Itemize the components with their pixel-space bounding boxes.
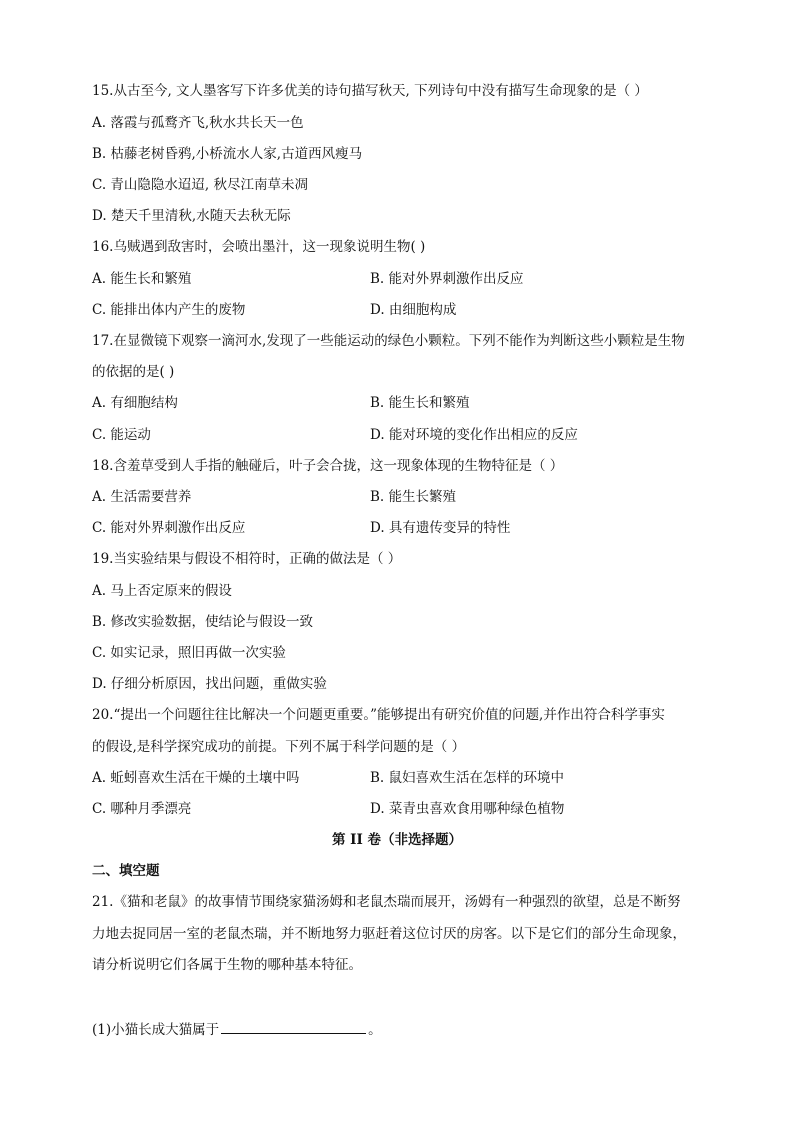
q21-stem-line1: 21.《猫和老鼠》的故事情节围绕家猫汤姆和老鼠杰瑞而展开，汤姆有一种强烈的欲望，总是不断努: [92, 894, 681, 910]
q20-option-d: D. 菜青虫喜欢食用哪种绿色植物: [370, 801, 565, 817]
q20-stem-line2: 的假设,是科学探究成功的前提。下列不属于科学问题的是（ ）: [92, 739, 466, 755]
q21-sub1-suffix: 。: [368, 1022, 382, 1038]
q19-option-c: C. 如实记录，照旧再做一次实验: [92, 645, 286, 661]
q17-option-d: D. 能对环境的变化作出相应的反应: [370, 427, 578, 443]
q17-option-b: B. 能生长和繁殖: [370, 395, 470, 411]
q15-stem: 15.从古至今, 文人墨客写下许多优美的诗句描写秋天, 下列诗句中没有描写生命现象的是（ ）: [92, 83, 648, 99]
q17-stem-line1: 17.在显微镜下观察一滴河水,发现了一些能运动的绿色小颗粒。下列不能作为判断这些小颗粒是生物: [92, 333, 685, 349]
q19-option-d: D. 仔细分析原因，找出问题，重做实验: [92, 676, 327, 692]
q16-stem: 16.乌贼遇到敌害时，会喷出墨汁，这一现象说明生物( ): [92, 239, 426, 255]
q20-option-b: B. 鼠妇喜欢生活在怎样的环境中: [370, 770, 565, 786]
q15-option-b: B. 枯藤老树昏鸦,小桥流水人家,古道西风瘦马: [92, 146, 363, 162]
q19-stem: 19.当实验结果与假设不相符时，正确的做法是（ ）: [92, 551, 402, 567]
q15-option-a: A. 落霞与孤鹜齐飞,秋水共长天一色: [92, 115, 304, 131]
q16-option-a: A. 能生长和繁殖: [92, 271, 192, 287]
q17-option-c: C. 能运动: [92, 427, 151, 443]
q18-option-a: A. 生活需要营养: [92, 489, 192, 505]
q21-stem-line2: 力地去捉同居一室的老鼠杰瑞，并不断地努力驱赶着这位讨厌的房客。以下是它们的部分生命现象，: [92, 926, 686, 942]
q21-sub1-prefix: (1)小猫长成大猫属于: [92, 1022, 220, 1038]
q17-stem-line2: 的依据的是( ): [92, 364, 175, 380]
q15-option-d: D. 楚天千里清秋,水随天去秋无际: [92, 208, 291, 224]
q15-option-c: C. 青山隐隐水迢迢, 秋尽江南草未凋: [92, 177, 309, 193]
q16-option-c: C. 能排出体内产生的废物: [92, 302, 246, 318]
q18-option-d: D. 具有遗传变异的特性: [370, 520, 511, 536]
section-title: 第 II 卷（非选择题）: [331, 832, 463, 848]
q16-option-b: B. 能对外界刺激作出反应: [370, 271, 524, 287]
q21-sub1-answer-blank[interactable]: [221, 1019, 366, 1034]
q20-option-a: A. 蚯蚓喜欢生活在干燥的土壤中吗: [92, 770, 300, 786]
q21-sub1: [92, 1019, 382, 1040]
q20-stem-line1: 20.“提出一个问题往往比解决一个问题更重要。”能够提出有研究价值的问题,并作出符合科学事实: [92, 707, 665, 723]
q21-stem-line3: 请分析说明它们各属于生物的哪种基本特征。: [92, 957, 362, 973]
q18-option-b: B. 能生长繁殖: [370, 489, 457, 505]
q18-option-c: C. 能对外界刺激作出反应: [92, 520, 246, 536]
q18-stem: 18.含羞草受到人手指的触碰后，叶子会合拢，这一现象体现的生物特征是（ ）: [92, 458, 564, 474]
q20-option-c: C. 哪种月季漂亮: [92, 801, 192, 817]
q19-option-a: A. 马上否定原来的假设: [92, 583, 232, 599]
subsection-title: 二、填空题: [92, 863, 160, 879]
q16-option-d: D. 由细胞构成: [370, 302, 457, 318]
q17-option-a: A. 有细胞结构: [92, 395, 178, 411]
q19-option-b: B. 修改实验数据，使结论与假设一致: [92, 614, 314, 630]
